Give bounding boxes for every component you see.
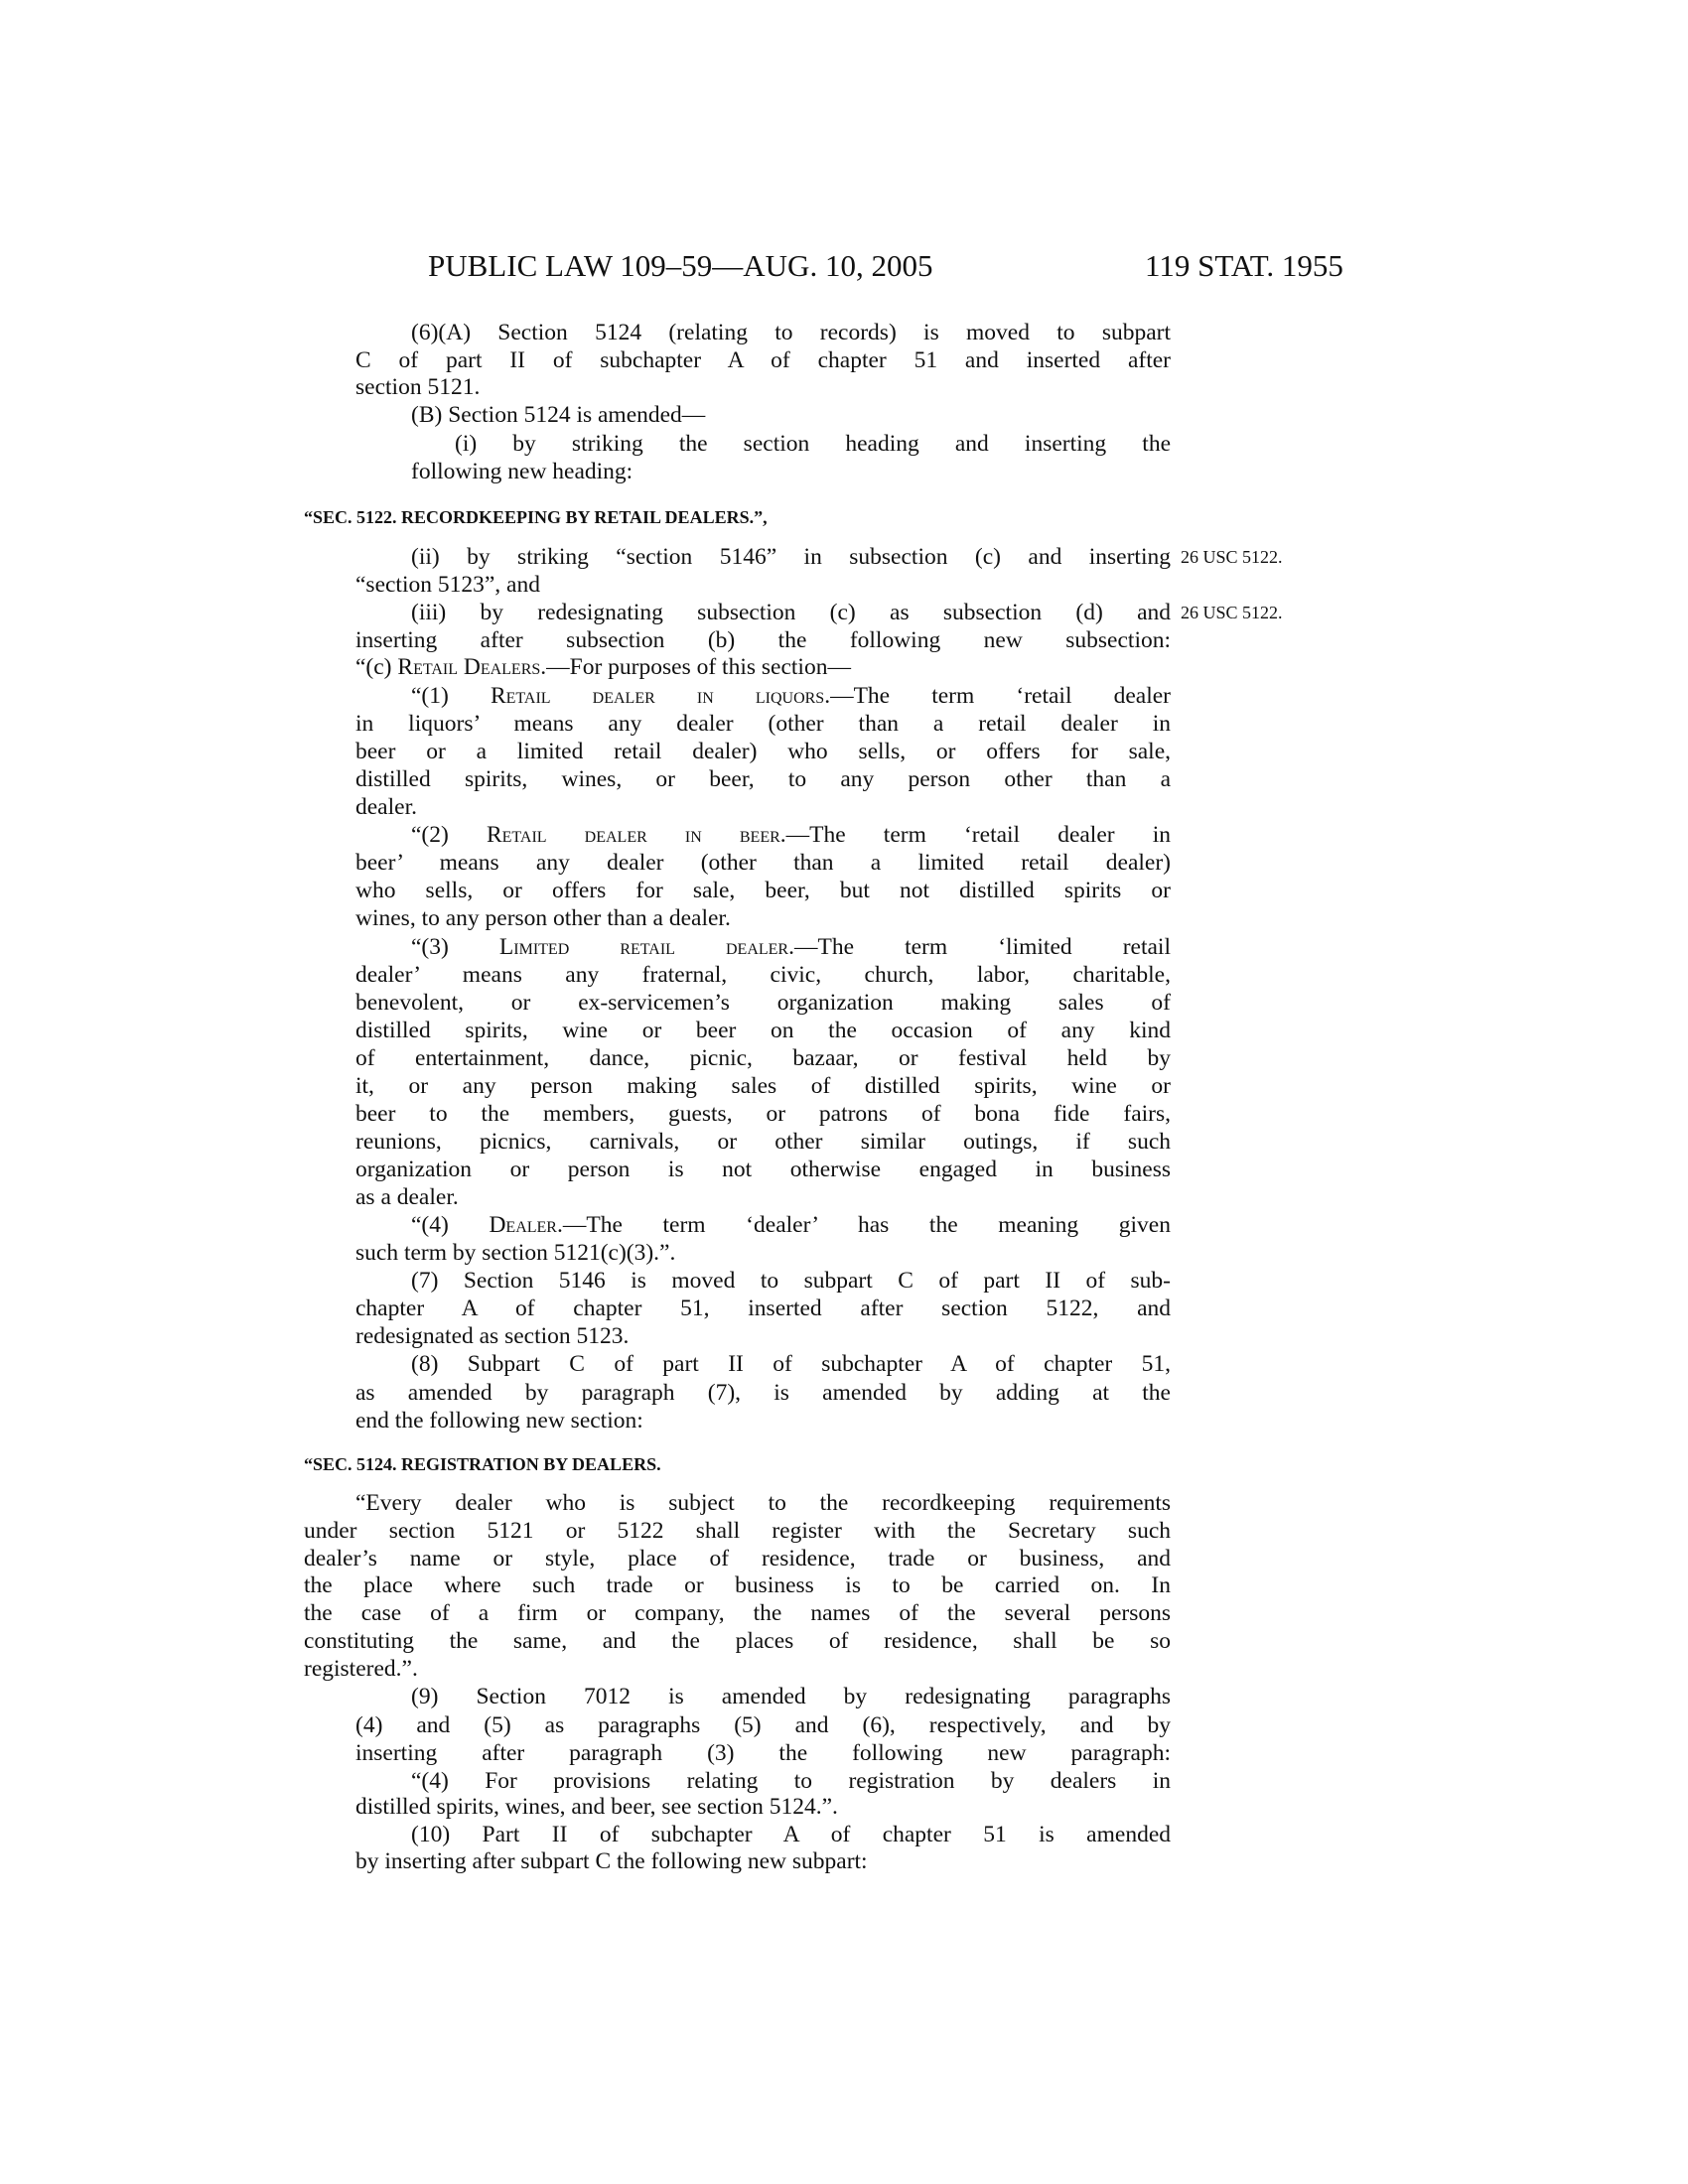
text-line: beer to the members, guests, or patrons of bona fide fairs, [355,1101,1171,1127]
text-line: (B) Section 5124 is amended— [411,402,706,428]
text-line: (7) Section 5146 is moved to subpart C of part II of sub- [411,1268,1171,1294]
small-caps-term: Limited retail dealer [498,934,789,960]
page-number: 119 STAT. 1955 [1145,248,1343,283]
small-caps-term: Dealer [489,1212,557,1238]
text-line: it, or any person making sales of distilled spirits, wine or [355,1073,1171,1099]
text-span: .—The term ‘retail dealer in [779,822,1171,848]
text-line: (9) Section 7012 is amended by redesignating paragraphs [411,1684,1171,1709]
text-line: distilled spirits, wine or beer on the occasion of any kind [355,1018,1171,1043]
text-span: “(4) [411,1212,490,1238]
text-line: “section 5123”, and [355,572,540,598]
text-line: (8) Subpart C of part II of subchapter A of chapter 51, [411,1351,1171,1377]
text-line: who sells, or offers for sale, beer, but not distilled spirits or [355,878,1171,903]
text-line: the place where such trade or business is to be carried on. In [304,1572,1171,1598]
text-line: inserting after paragraph (3) the following new paragraph: [355,1740,1171,1766]
text-span: “(1) [411,683,491,709]
text-line: such term by section 5121(c)(3).”. [355,1240,676,1266]
small-caps-term: Retail dealer in beer [486,822,780,848]
header-title: PUBLIC LAW 109–59—AUG. 10, 2005 [428,248,933,283]
text-line: (6)(A) Section 5124 (relating to records) is moved to subpart [411,320,1171,345]
text-line: beer’ means any dealer (other than a limited retail dealer) [355,850,1171,876]
text-span: .—The term ‘limited retail [788,934,1171,960]
text-line: as amended by paragraph (7), is amended by adding at the [355,1380,1171,1406]
text-span: .—For purposes of this section— [540,654,851,680]
text-line: reunions, picnics, carnivals, or other similar outings, if such [355,1129,1171,1155]
text-line: benevolent, or ex-servicemen’s organization making sales of [355,990,1171,1016]
small-caps-term: Retail dealer in liquors [490,683,825,709]
text-line [411,933,1171,961]
text-line: dealer. [355,794,417,820]
text-line: section 5121. [355,374,481,400]
text-line: C of part II of subchapter A of chapter 51 and inserted after [355,347,1171,373]
text-line: distilled spirits, wines, and beer, see section 5124.”. [355,1794,838,1820]
text-line [411,682,1171,710]
text-line: constituting the same, and the places of residence, shall be so [304,1628,1171,1654]
text-line: (i) by striking the section heading and inserting the [455,431,1171,457]
text-line [355,653,1171,681]
text-line: of entertainment, dance, picnic, bazaar, or festival held by [355,1045,1171,1071]
text-span: “(2) [411,822,487,848]
text-line: wines, to any person other than a dealer. [355,905,731,931]
text-line [411,821,1171,849]
text-line: inserting after subsection (b) the following new subsection: [355,627,1171,653]
text-line: “Every dealer who is subject to the recordkeeping requirements [355,1490,1171,1516]
text-line: dealer’ means any fraternal, civic, church, labor, charitable, [355,962,1171,988]
text-line: (10) Part II of subchapter A of chapter 51 is amended [411,1822,1171,1847]
text-line: (4) and (5) as paragraphs (5) and (6), respectively, and by [355,1712,1171,1738]
text-line: the case of a firm or company, the names of the several persons [304,1600,1171,1626]
text-span: “(3) [411,934,499,960]
text-line [411,1211,1171,1239]
text-line: “(4) For provisions relating to registration by dealers in [411,1768,1171,1794]
text-line: chapter A of chapter 51, inserted after section 5122, and [355,1296,1171,1321]
text-line: in liquors’ means any dealer (other than a retail dealer in [355,711,1171,737]
text-line: organization or person is not otherwise engaged in business [355,1157,1171,1182]
text-line: redesignated as section 5123. [355,1323,630,1349]
small-caps-term: Retail Dealers [397,654,541,680]
margin-note: 26 USC 5122. [1181,547,1283,567]
section-heading-5122: “SEC. 5122. RECORDKEEPING BY RETAIL DEALERS.”, [304,507,768,527]
section-heading-5124: “SEC. 5124. REGISTRATION BY DEALERS. [304,1454,661,1474]
text-span: .—The term ‘dealer’ has the meaning given [556,1212,1171,1238]
text-line: following new heading: [411,459,633,484]
margin-note: 26 USC 5122. [1181,603,1283,622]
text-span: “(c) [355,654,398,680]
text-line: dealer’s name or style, place of residence, trade or business, and [304,1546,1171,1571]
text-line: beer or a limited retail dealer) who sells, or offers for sale, [355,739,1171,764]
text-line: under section 5121 or 5122 shall register with the Secretary such [304,1518,1171,1544]
text-line: as a dealer. [355,1184,459,1210]
text-span: .—The term ‘retail dealer [824,683,1171,709]
text-line: by inserting after subpart C the following new subpart: [355,1848,868,1874]
text-line: (iii) by redesignating subsection (c) as subsection (d) and [411,600,1171,625]
text-line: end the following new section: [355,1408,643,1433]
text-line: (ii) by striking “section 5146” in subsection (c) and inserting [411,544,1171,570]
text-line: registered.”. [304,1656,418,1682]
text-line: distilled spirits, wines, or beer, to any person other than a [355,766,1171,792]
